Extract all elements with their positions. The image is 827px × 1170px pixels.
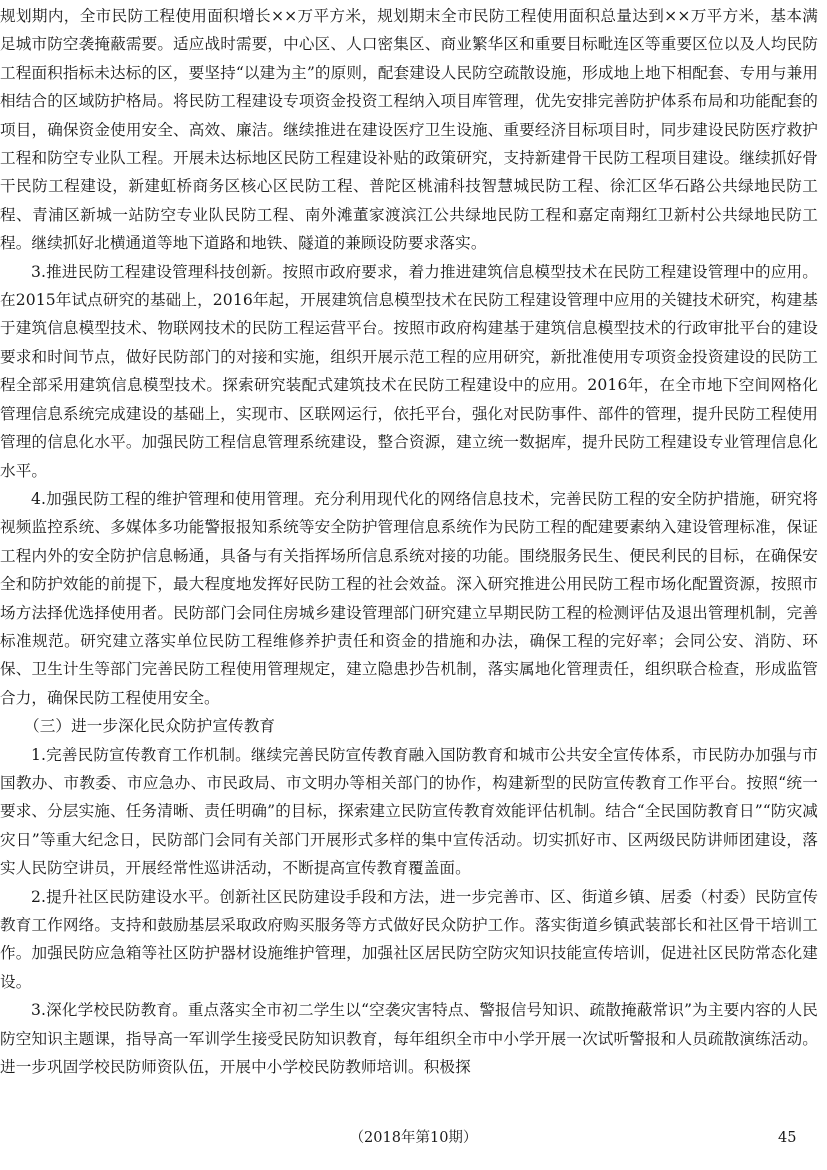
paragraph-continuation: 规划期内，全市民防工程使用面积增长××万平方米，规划期末全市民防工程使用面积总量达到××万平方米，基本满足城市防空袭掩蔽需要。适应战时需要，中心区、人口密集区、商业繁华区和重要目标毗连区等重要区位以及人均民防工程面积指标未达标的区，要坚持“以建为主”的原则，配套建设人民防空疏散设施，形成地上地下相配套、专用与兼用相结合的区域防护格局。将民防工程建设专项资金投资工程纳入项目库管理，优先安排完善防护体系布局和功能配套的项目，确保资金使用安全、高效、廉洁。继续推进在建设医疗卫生设施、重要经济目标项目时，同步建设民防医疗救护工程和防空专业队工程。开展未达标地区民防工程建设补贴的政策研究，支持新建骨干民防工程项目建设。继续抓好骨干民防工程建设，新建虹桥商务区核心区民防工程、普陀区桃浦科技智慧城民防工程、徐汇区华石路公共绿地民防工程、青浦区新城一站防空专业队民防工程、南外滩董家渡滨江公共绿地民防工程和嘉定南翔红卫新村公共绿地民防工程。继续抓好北横通道等地下道路和地铁、隧道的兼顾设防要求落实。 [0, 7, 818, 253]
section-heading: （三）进一步深化民众防护宣传教育 [24, 717, 276, 736]
paragraph-item-3: 3.深化学校民防教育。重点落实全市初二学生以“空袭灾害特点、警报信号知识、疏散掩蔽常识”为主要内容的人民防空知识主题课，指导高一军训学生接受民防知识教育，每年组织全市中小学开展一次试听警报和人员疏散演练活动。进一步巩固学校民防师资队伍，开展中小学校民防教师培训。积极探 [0, 1001, 818, 1077]
article-body [0, 2, 818, 1081]
paragraph-section-4: 4.加强民防工程的维护管理和使用管理。充分利用现代化的网络信息技术，完善民防工程的安全防护措施，研究将视频监控系统、多媒体多功能警报报知系统等安全防护管理信息系统作为民防工程的配建要素纳入建设管理标准，保证工程内外的安全防护信息畅通，具备与有关指挥场所信息系统对接的功能。围绕服务民生、便民利民的目标，在确保安全和防护效能的前提下，最大程度地发挥好民防工程的社会效益。深入研究推进公用民防工程市场化配置资源，按照市场方法择优选择使用者。民防部门会同住房城乡建设管理部门研究建立早期民防工程的检测评估及退出管理机制，完善标准规范。研究建立落实单位民防工程维修养护责任和资金的措施和办法，确保工程的完好率；会同公安、消防、环保、卫生计生等部门完善民防工程使用管理规定，建立隐患抄告机制，落实属地化管理责任，组织联合检查，形成监管合力，确保民防工程使用安全。 [0, 489, 818, 707]
issue-label: （2018年第10期） [349, 1130, 478, 1146]
paragraph-section-3: 3.推进民防工程建设管理科技创新。按照市政府要求，着力推进建筑信息模型技术在民防工程建设管理中的应用。在2015年试点研究的基础上，2016年起，开展建筑信息模型技术在民防工程建设管理中应用的关键技术研究，构建基于建筑信息模型技术、物联网技术的民防工程运营平台。按照市政府构建基于建筑信息模型技术的行政审批平台的建设要求和时间节点，做好民防部门的对接和实施，组织开展示范工程的应用研究，新批准使用专项资金投资建设的民防工程全部采用建筑信息模型技术。探索研究装配式建筑技术在民防工程建设中的应用。2016年，在全市地下空间网格化管理信息系统完成建设的基础上，实现市、区联网运行，依托平台，强化对民防事件、部件的管理，提升民防工程使用管理的信息化水平。加强民防工程信息管理系统建设，整合资源，建立统一数据库，提升民防工程建设专业管理信息化水平。 [0, 262, 818, 480]
paragraph-item-2: 2.提升社区民防建设水平。创新社区民防建设手段和方法，进一步完善市、区、街道乡镇、居委（村委）民防宣传教育工作网络。支持和鼓励基层采取政府购买服务等方式做好民众防护工作。落实街道乡镇武装部长和社区骨干培训工作。加强民防应急箱等社区防护器材设施维护管理，加强社区居民防空防灾知识技能宣传培训，促进社区民防常态化建设。 [0, 887, 818, 991]
paragraph-item-1: 1.完善民防宣传教育工作机制。继续完善民防宣传教育融入国防教育和城市公共安全宣传体系，市民防办加强与市国教办、市教委、市应急办、市民政局、市文明办等相关部门的协作，构建新型的民防宣传教育工作平台。按照“统一要求、分层实施、任务清晰、责任明确”的目标，探索建立民防宣传教育效能评估机制。结合“全民国防教育日”“防灾减灾日”等重大纪念日，民防部门会同有关部门开展形式多样的集中宣传活动。切实抓好市、区两级民防讲师团建设，落实人民防空讲员，开展经常性巡讲活动，不断提高宣传教育覆盖面。 [0, 745, 818, 878]
page-number: 45 [778, 1130, 797, 1146]
